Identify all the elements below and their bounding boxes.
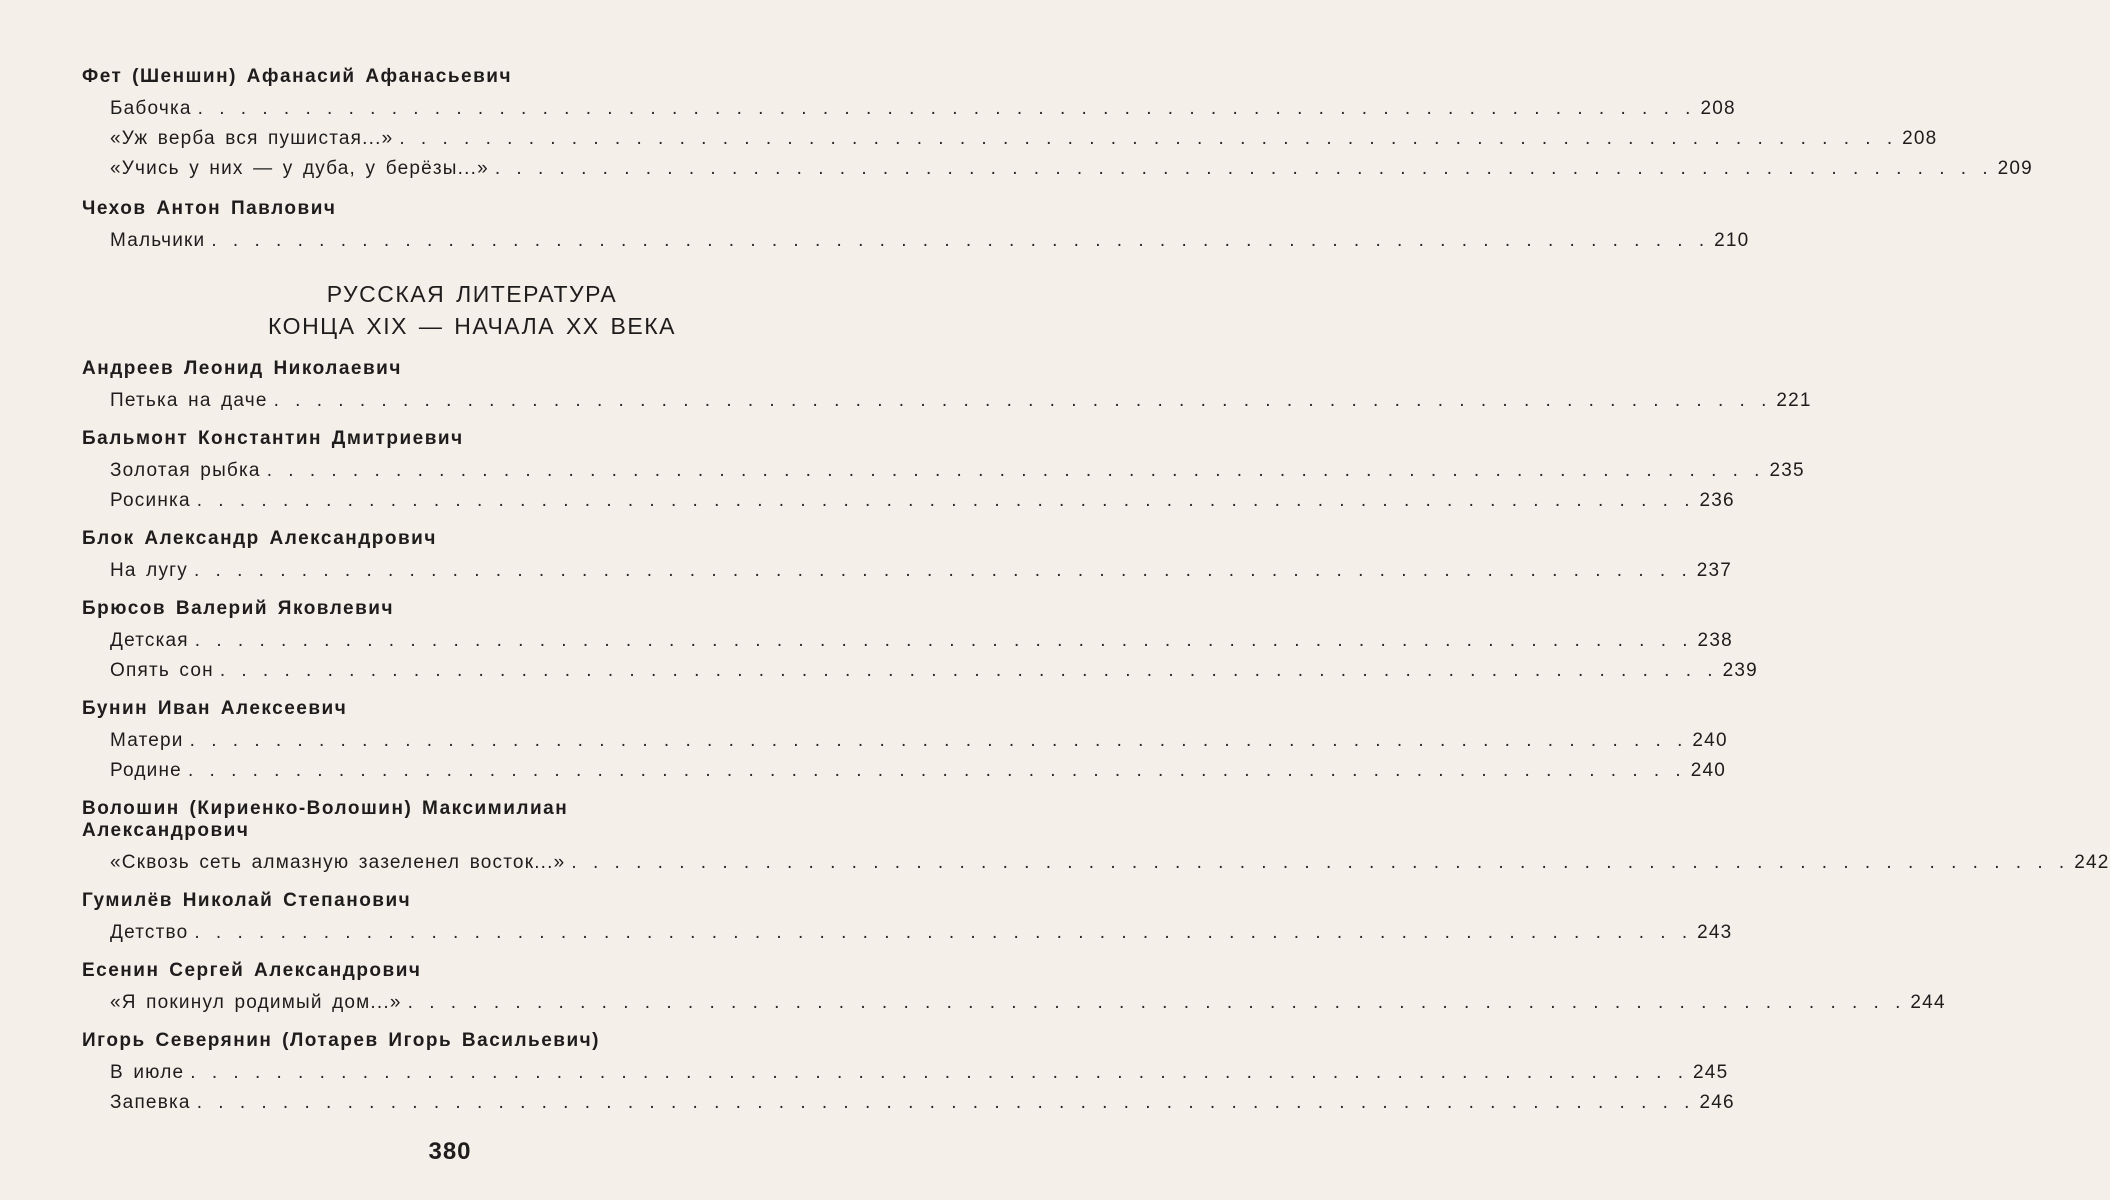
dot-leader: . . . . . . . . . . . . . . . . . . . . . . . . . . . . . . . . . . . . . . . . . . . . . . . . . . . . . . . . . . . . . . . . . . . . . . bbox=[196, 490, 1694, 511]
entry-title: Бабочка bbox=[110, 98, 192, 119]
author-name-continued: Александрович bbox=[82, 820, 250, 841]
dot-leader: . . . . . . . . . . . . . . . . . . . . . . . . . . . . . . . . . . . . . . . . . . . . . . . . . . . . . . . . . . . . . . . . . . . . . . bbox=[197, 98, 1695, 119]
dot-leader: . . . . . . . . . . . . . . . . . . . . . . . . . . . . . . . . . . . . . . . . . . . . . . . . . . . . . . . . . . . . . . . . . . . . . . bbox=[571, 852, 2069, 873]
entry-title: Родине bbox=[110, 760, 182, 781]
toc-entry bbox=[82, 556, 1733, 586]
author-block bbox=[82, 198, 1750, 256]
toc-entry bbox=[82, 456, 1805, 486]
entry-page: 245 bbox=[1693, 1062, 1729, 1083]
author-name: Блок Александр Александрович bbox=[82, 528, 437, 549]
section-heading bbox=[82, 278, 862, 342]
dot-leader: . . . . . . . . . . . . . . . . . . . . . . . . . . . . . . . . . . . . . . . . . . . . . . . . . . . . . . . . . . . . . . . . . . . . . . bbox=[399, 128, 1897, 149]
toc-entry bbox=[82, 1088, 1735, 1118]
dot-leader: . . . . . . . . . . . . . . . . . . . . . . . . . . . . . . . . . . . . . . . . . . . . . . . . . . . . . . . . . . . . . . . . . . . . . . bbox=[190, 1062, 1688, 1083]
entry-page: 239 bbox=[1722, 660, 1758, 681]
dot-leader: . . . . . . . . . . . . . . . . . . . . . . . . . . . . . . . . . . . . . . . . . . . . . . . . . . . . . . . . . . . . . . . . . . . . . . bbox=[219, 660, 1717, 681]
dot-leader: . . . . . . . . . . . . . . . . . . . . . . . . . . . . . . . . . . . . . . . . . . . . . . . . . . . . . . . . . . . . . . . . . . . . . . bbox=[189, 730, 1687, 751]
entry-page: 240 bbox=[1692, 730, 1728, 751]
entry-title: Росинка bbox=[110, 490, 191, 511]
author-name: Гумилёв Николай Степанович bbox=[82, 890, 412, 911]
dot-leader: . . . . . . . . . . . . . . . . . . . . . . . . . . . . . . . . . . . . . . . . . . . . . . . . . . . . . . . . . . . . . . . . . . . . . . bbox=[494, 158, 1992, 179]
author-block bbox=[82, 428, 1805, 516]
entry-page: 236 bbox=[1699, 490, 1735, 511]
author-name: Есенин Сергей Александрович bbox=[82, 960, 422, 981]
author-name: Андреев Леонид Николаевич bbox=[82, 358, 402, 379]
author-name: Волошин (Кириенко-Волошин) Максимилиан bbox=[82, 798, 569, 819]
toc-entry bbox=[82, 988, 1946, 1018]
entry-title: На лугу bbox=[110, 560, 188, 581]
author-name: Чехов Антон Павлович bbox=[82, 198, 337, 219]
toc-entry bbox=[82, 726, 1728, 756]
entry-title: Мальчики bbox=[110, 230, 206, 251]
author-name: Фет (Шеншин) Афанасий Афанасьевич bbox=[82, 66, 513, 87]
entry-title: «Уж верба вся пушистая...» bbox=[110, 128, 394, 149]
entry-page: 244 bbox=[1910, 992, 1946, 1013]
toc-entry bbox=[82, 486, 1735, 516]
section-heading-line2: КОНЦА XIX — НАЧАЛА XX ВЕКА bbox=[268, 313, 676, 339]
entry-page: 240 bbox=[1690, 760, 1727, 781]
author-block bbox=[82, 598, 1758, 686]
entry-page: 242 bbox=[2074, 852, 2110, 873]
entry-title: Запевка bbox=[110, 1092, 191, 1113]
entry-title: Петька на даче bbox=[110, 390, 268, 411]
entry-title: «Сквозь сеть алмазную зазеленел восток...» bbox=[110, 852, 566, 873]
entry-page: 210 bbox=[1714, 230, 1750, 251]
author-block bbox=[82, 528, 1733, 586]
entry-page: 208 bbox=[1902, 128, 1938, 149]
author-block bbox=[82, 66, 2033, 184]
author-block bbox=[82, 890, 1733, 948]
dot-leader: . . . . . . . . . . . . . . . . . . . . . . . . . . . . . . . . . . . . . . . . . . . . . . . . . . . . . . . . . . . . . . . . . . . . . . bbox=[266, 460, 1764, 481]
toc-entry bbox=[82, 94, 1736, 124]
dot-leader: . . . . . . . . . . . . . . . . . . . . . . . . . . . . . . . . . . . . . . . . . . . . . . . . . . . . . . . . . . . . . . . . . . . . . . bbox=[407, 992, 1905, 1013]
dot-leader: . . . . . . . . . . . . . . . . . . . . . . . . . . . . . . . . . . . . . . . . . . . . . . . . . . . . . . . . . . . . . . . . . . . . . . bbox=[194, 922, 1692, 943]
dot-leader: . . . . . . . . . . . . . . . . . . . . . . . . . . . . . . . . . . . . . . . . . . . . . . . . . . . . . . . . . . . . . . . . . . . . . . bbox=[194, 630, 1692, 651]
table-of-contents bbox=[82, 66, 2110, 1118]
author-block bbox=[82, 1030, 1735, 1118]
toc-entry bbox=[82, 848, 2110, 878]
toc-entry bbox=[82, 656, 1758, 686]
page-number: 380 bbox=[428, 1138, 472, 1165]
entry-page: 243 bbox=[1697, 922, 1733, 943]
toc-entry bbox=[82, 226, 1750, 256]
entry-page: 221 bbox=[1776, 390, 1812, 411]
toc-entry bbox=[82, 918, 1733, 948]
entry-title: «Учись у них — у дуба, у берёзы...» bbox=[110, 158, 489, 179]
entry-title: Детская bbox=[110, 630, 189, 651]
author-block bbox=[82, 358, 1812, 416]
toc-entry bbox=[82, 386, 1812, 416]
entry-title: Детство bbox=[110, 922, 189, 943]
entry-page: 246 bbox=[1699, 1092, 1735, 1113]
entry-title: Опять сон bbox=[110, 660, 214, 681]
author-name: Бальмонт Константин Дмитриевич bbox=[82, 428, 464, 449]
section-heading-line1: РУССКАЯ ЛИТЕРАТУРА bbox=[326, 281, 618, 307]
toc-entry bbox=[82, 756, 1727, 786]
toc-entry bbox=[82, 124, 1938, 154]
toc-entry bbox=[82, 626, 1733, 656]
toc-entry bbox=[82, 1058, 1729, 1088]
entry-title: Золотая рыбка bbox=[110, 460, 261, 481]
dot-leader: . . . . . . . . . . . . . . . . . . . . . . . . . . . . . . . . . . . . . . . . . . . . . . . . . . . . . . . . . . . . . . . . . . . . . . bbox=[211, 230, 1709, 251]
entry-page: 208 bbox=[1700, 98, 1736, 119]
author-name: Игорь Северянин (Лотарев Игорь Васильевич) bbox=[82, 1030, 600, 1051]
entry-page: 238 bbox=[1697, 630, 1733, 651]
entry-page: 237 bbox=[1696, 560, 1733, 581]
dot-leader: . . . . . . . . . . . . . . . . . . . . . . . . . . . . . . . . . . . . . . . . . . . . . . . . . . . . . . . . . . . . . . . . . . . . . . bbox=[273, 390, 1771, 411]
author-block bbox=[82, 798, 2110, 878]
entry-page: 235 bbox=[1769, 460, 1805, 481]
entry-page: 209 bbox=[1997, 158, 2033, 179]
dot-leader: . . . . . . . . . . . . . . . . . . . . . . . . . . . . . . . . . . . . . . . . . . . . . . . . . . . . . . . . . . . . . . . . . . . . . . bbox=[187, 760, 1685, 781]
author-block bbox=[82, 960, 1946, 1018]
entry-title: Матери bbox=[110, 730, 184, 751]
author-name: Бунин Иван Алексеевич bbox=[82, 698, 348, 719]
entry-title: «Я покинул родимый дом...» bbox=[110, 992, 402, 1013]
author-block bbox=[82, 698, 1728, 786]
author-name: Брюсов Валерий Яковлевич bbox=[82, 598, 395, 619]
dot-leader: . . . . . . . . . . . . . . . . . . . . . . . . . . . . . . . . . . . . . . . . . . . . . . . . . . . . . . . . . . . . . . . . . . . . . . bbox=[193, 560, 1691, 581]
entry-title: В июле bbox=[110, 1062, 185, 1083]
toc-entry bbox=[82, 154, 2033, 184]
dot-leader: . . . . . . . . . . . . . . . . . . . . . . . . . . . . . . . . . . . . . . . . . . . . . . . . . . . . . . . . . . . . . . . . . . . . . . bbox=[196, 1092, 1694, 1113]
